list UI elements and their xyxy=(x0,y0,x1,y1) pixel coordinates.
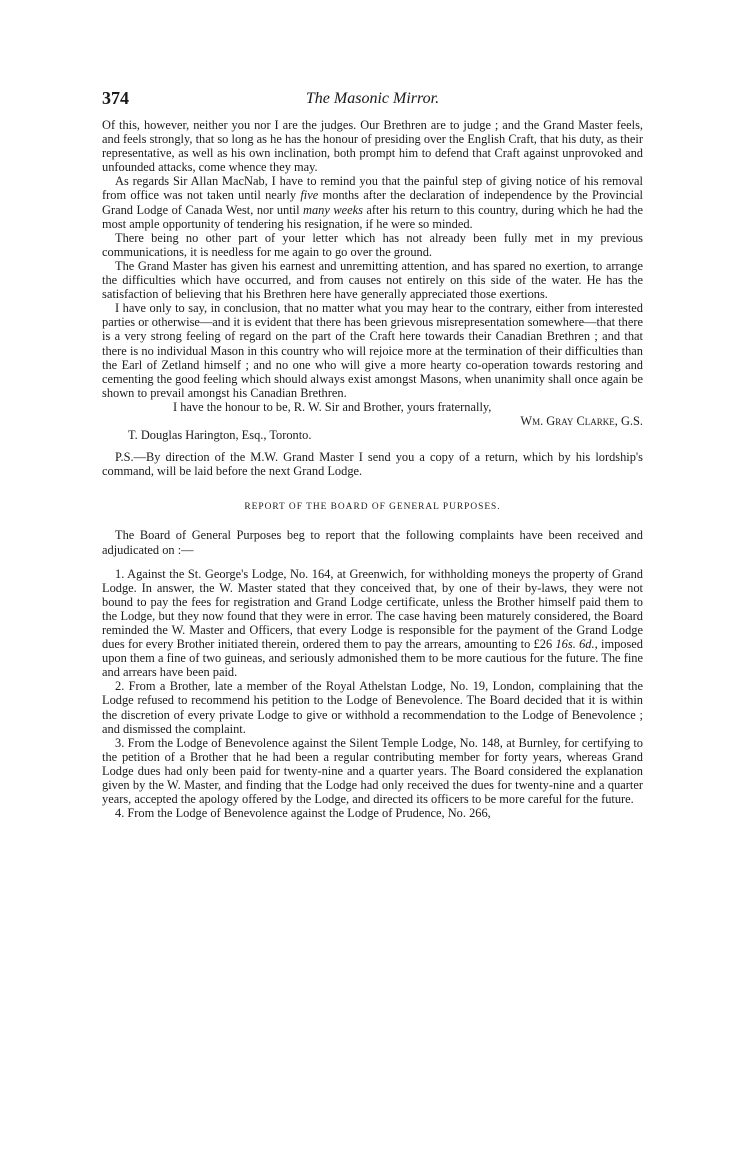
text-run: 1. Against the St. George's Lodge, No. 164, at Greenwich, for withholding moneys the property of Grand Lodge. In answer, the W. Master stated that they conceived that, by one of their by-laws, they were not bound to pay the fees for registration and Grand Lodge certificate, unless the Brother himself paid them to the Lodge, but they now found that they were in error. The case having been maturely considered, the Board reminded the W. Master and Officers, that every Lodge is responsible for the payment of the Grand Lodge dues for every Brother initiated therein, ordered them to pay the arrears, amounting to £26 xyxy=(102,566,643,652)
letter-paragraph xyxy=(102,174,643,230)
report-item: 2. From a Brother, late a member of the Royal Athelstan Lodge, No. 19, London, complaining that the Lodge refused to recommend his petition to the Lodge of Benevolence. The Board decided that it is within the discretion of every private Lodge to give or withhold a recommendation to the Lodge of Benevolence ; and dismissed the complaint. xyxy=(102,679,643,736)
page-header xyxy=(102,88,643,114)
report-item xyxy=(102,567,643,680)
letter-paragraph: Of this, however, neither you nor I are the judges. Our Brethren are to judge ; and the Grand Master feels, and feels strongly, that so long as he has the honour of presiding over the English Craft, that his duty, as their representative, as well as his own inclination, both prompt him to defend that Craft against unprovoked and unfounded attacks, come whence they may. xyxy=(102,118,643,175)
page-number: 374 xyxy=(102,88,129,108)
report-item: 4. From the Lodge of Benevolence against the Lodge of Prudence, No. 266, xyxy=(115,806,491,821)
letter-postscript: P.S.—By direction of the M.W. Grand Master I send you a copy of a return, which by his lordship's command, will be laid before the next Grand Lodge. xyxy=(102,450,643,479)
text-run: after his return to this country, during which he had the most ample opportunity of tendering his resignation, if he were so minded. xyxy=(102,202,643,231)
section-title: REPORT OF THE BOARD OF GENERAL PURPOSES. xyxy=(244,502,501,513)
letter-addressee: T. Douglas Harington, Esq., Toronto. xyxy=(128,428,312,443)
emphasis: 16s. xyxy=(555,637,576,652)
emphasis: many weeks xyxy=(303,202,363,217)
report-item: 3. From the Lodge of Benevolence against the Silent Temple Lodge, No. 148, at Burnley, for certifying to the petition of a Brother that he had been a regular contributing member for forty years, whereas Grand Lodge dues had only been paid for twenty-nine and a quarter years. The Board considered the explanation given by the W. Master, and finding that the Lodge had only received the dues for twenty-nine and a quarter years, accepted the apology offered by the Lodge, and directed its officers to be more careful for the future. xyxy=(102,735,643,807)
letter-paragraph: I have only to say, in conclusion, that no matter what you may hear to the contrary, either from interested parties or otherwise—and it is evident that there has been grievous misrepresentation somewhere—that there is a very strong feeling of regard on the part of the Craft here towards their Canadian Brethren ; and that there is no individual Mason in this country who will rejoice more at the termination of their difficulties than the Earl of Zetland himself ; and no one who will give a more hearty co-operation towards restoring and cementing the good feeling which should always exist amongst Masons, when unanimity shall once again be shown to prevail amongst his Canadian Brethren. xyxy=(102,301,643,400)
page-body xyxy=(102,118,643,820)
emphasis: 6d. xyxy=(579,637,595,652)
report-intro: The Board of General Purposes beg to report that the following complaints have been received and adjudicated on :— xyxy=(102,528,643,557)
letter-closing: I have the honour to be, R. W. Sir and Brother, yours fraternally, xyxy=(173,399,492,414)
emphasis: five xyxy=(300,188,319,203)
letter-paragraph: There being no other part of your letter which has not already been fully met in my previous communications, it is needless for me again to go over the ground. xyxy=(102,230,643,259)
text-run: , imposed upon them a fine of two guineas, and seriously admonished them to be more cautious for the future. The fine and arrears have been paid. xyxy=(102,637,643,680)
running-head: The Masonic Mirror. xyxy=(305,90,440,107)
letter-signature: Wm. Gray Clarke, G.S. xyxy=(520,413,643,428)
text-run: As regards Sir Allan MacNab, I have to remind you that the painful step of giving notice of his removal from office was not taken until nearly xyxy=(102,174,643,203)
letter-paragraph: The Grand Master has given his earnest and unremitting attention, and has spared no exertion, to arrange the difficulties which have occurred, and from causes not entirely on this side of the water. He has the satisfaction of believing that his Brethren here have generally appreciated those exertions. xyxy=(102,258,643,302)
text-run: months after the declaration of independence by the Provincial Grand Lodge of Canada West, nor until xyxy=(102,188,643,217)
